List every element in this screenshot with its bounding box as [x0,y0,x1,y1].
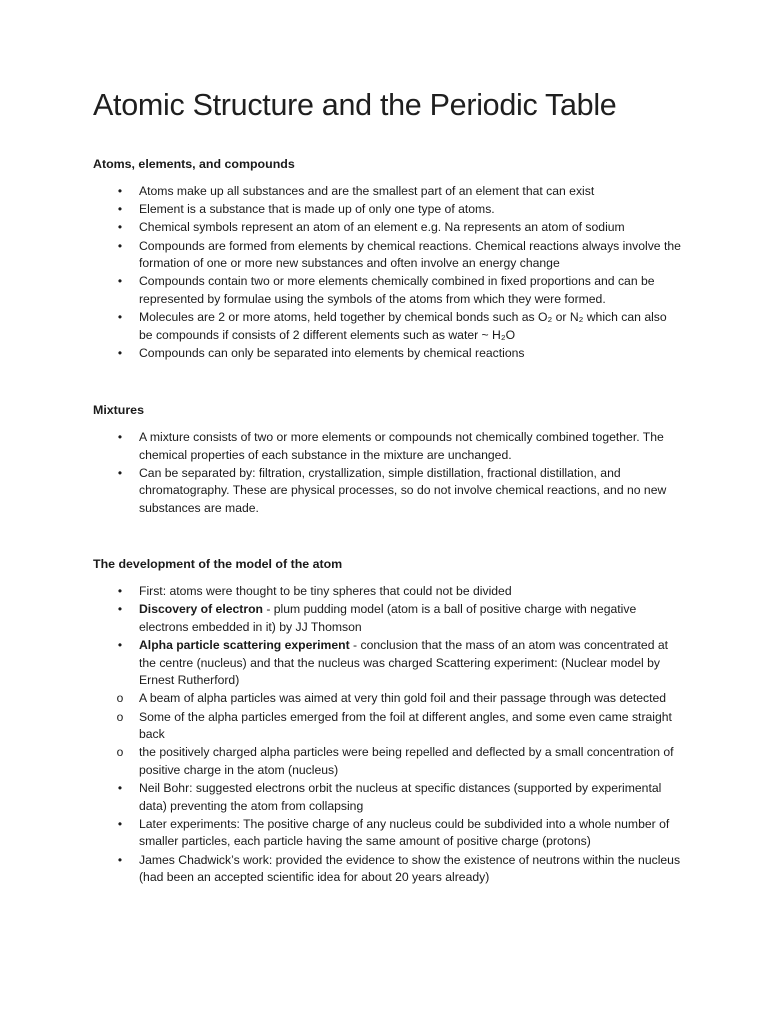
section-mixtures [93,401,683,518]
bullet-icon: • [117,637,123,652]
list-item [93,690,683,708]
bullet-icon: • [117,220,123,235]
section-heading: The development of the model of the atom [93,557,343,571]
list-item [93,780,683,815]
item-text: Chemical symbols represent an atom of an element e.g. Na represents an atom of sodium [139,220,625,235]
section-atom-model [93,555,683,887]
section-heading: Mixtures [93,403,144,417]
item-text: A beam of alpha particles was aimed at very thin gold foil and their passage through was detected [139,691,667,706]
list-item [93,744,683,779]
item-text: A mixture consists of two or more elements or compounds not chemically combined together. The chemical properties of each substance in the mixture are unchanged. [139,430,664,462]
item-text: the positively charged alpha particles were being repelled and deflected by a small concentration of positive charge in the atom (nucleus) [139,745,674,777]
list-item [93,852,683,887]
item-text: Compounds can only be separated into elements by chemical reactions [139,345,525,360]
item-text: - plum pudding model (atom is a ball of positive charge with negative electrons embedded in it) by JJ Thomson [139,602,637,634]
circle-bullet-icon: o [116,691,124,706]
bold-term: Discovery of electron [139,602,263,617]
list-item [93,601,683,636]
item-text: Molecules are 2 or more atoms, held together by chemical bonds such as O₂ or N₂ which can also be compounds if consists of 2 different elements such as water ~ H₂O [139,310,667,342]
item-text: Element is a substance that is made up of only one type of atoms. [139,202,495,217]
item-text: Can be separated by: filtration, crystallization, simple distillation, fractional distillation, and chromatography. These are physical processes, so do not involve chemical reactions, and no new substances are made. [139,465,667,515]
bullet-icon: • [117,602,123,617]
item-text: Compounds are formed from elements by chemical reactions. Chemical reactions always involve the formation of one or more new substances and often involve an energy change [139,238,681,271]
list-item [93,345,683,363]
bullet-list [93,429,683,518]
item-text: James Chadwick’s work: provided the evidence to show the existence of neutrons within the nucleus (had been an accepted scientific idea for about 20 years already) [139,852,681,885]
bullet-icon: • [117,202,123,217]
bullet-icon: • [117,310,123,325]
item-text: Atoms make up all substances and are the smallest part of an element that can exist [139,184,595,198]
list-item [93,309,683,344]
bullet-icon: • [117,816,123,831]
list-item [93,201,683,219]
list-item [93,429,683,464]
list-item [93,637,683,690]
bullet-icon: • [117,238,123,253]
circle-bullet-icon: o [116,709,124,724]
item-text: - conclusion that the mass of an atom was concentrated at the centre (nucleus) and that the nucleus was charged Scattering experiment: (Nuclear model by Ernest Rutherford) [139,637,669,688]
item-text: First: atoms were thought to be tiny spheres that could not be divided [139,584,512,598]
item-text: Compounds contain two or more elements chemically combined in fixed proportions and can be represented by formulae using the symbols of the atoms from which they were formed. [139,274,655,306]
list-item [93,816,683,851]
list-item [93,183,683,201]
list-item [93,583,683,601]
section-atoms [93,155,683,363]
bullet-icon: • [117,852,123,867]
bullet-list [93,583,683,887]
bullet-icon: • [117,274,123,289]
bullet-icon: • [117,465,123,480]
list-item [93,709,683,744]
bullet-icon: • [117,184,123,198]
list-item [93,238,683,273]
bullet-icon: • [117,345,123,360]
section-heading: Atoms, elements, and compounds [93,157,295,171]
circle-bullet-icon: o [116,745,124,760]
list-item [93,273,683,308]
bold-term: Alpha particle scattering experiment [139,637,350,652]
list-item [93,219,683,237]
bullet-icon: • [117,430,123,444]
item-text: Some of the alpha particles emerged from the foil at different angles, and some even came straight back [139,709,672,742]
bullet-list [93,183,683,363]
page-title: Atomic Structure and the Periodic Table [93,88,617,122]
list-item [93,465,683,518]
bullet-icon: • [117,584,123,598]
item-text: Neil Bohr: suggested electrons orbit the nucleus at specific distances (supported by experimental data) preventing the atom from collapsing [139,781,662,813]
bullet-icon: • [117,781,123,796]
item-text: Later experiments: The positive charge of any nucleus could be subdivided into a whole number of smaller particles, each particle having the same amount of positive charge (protons) [139,816,670,849]
